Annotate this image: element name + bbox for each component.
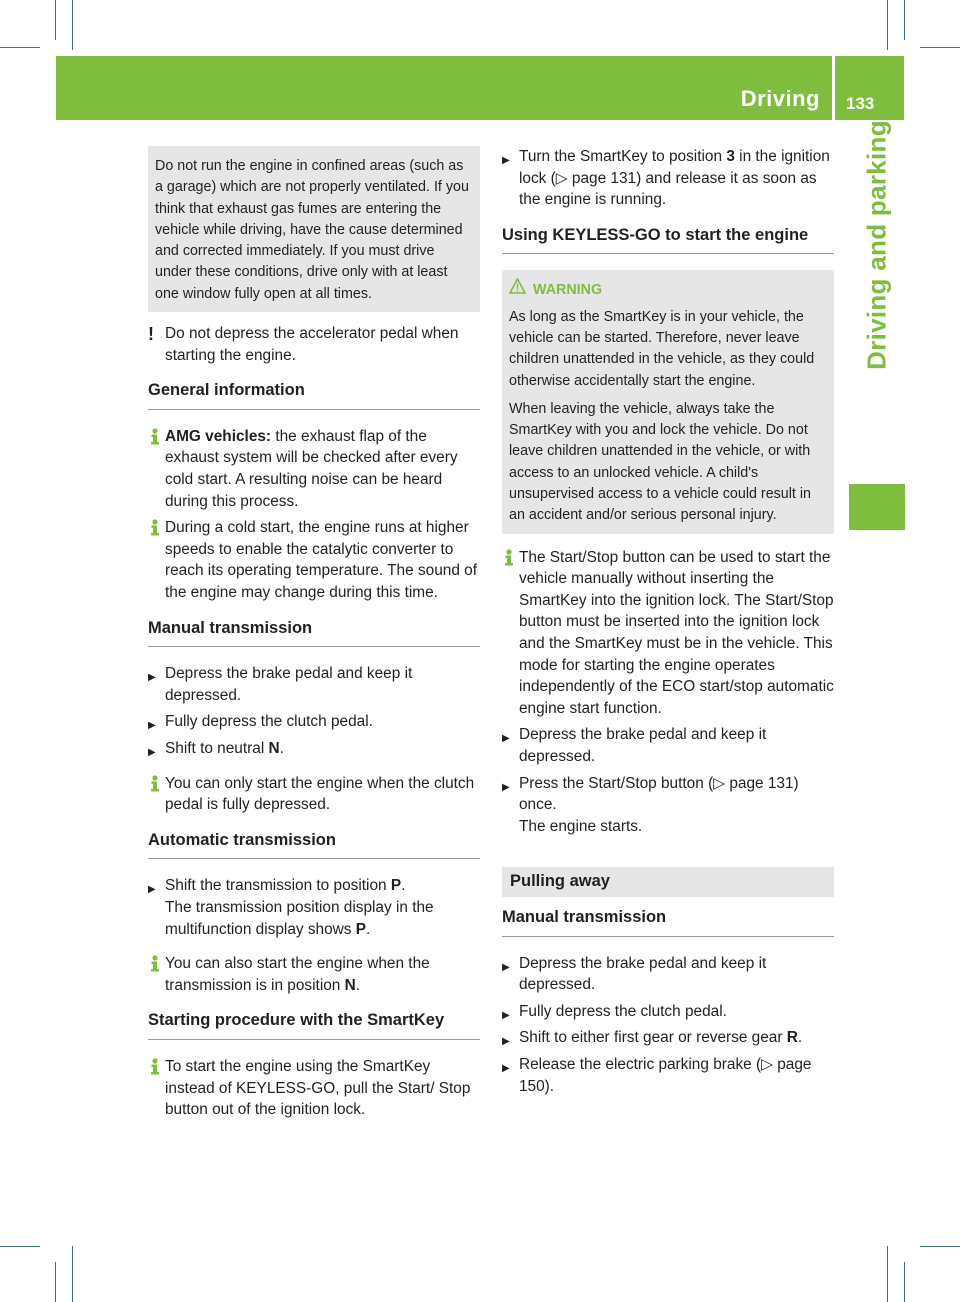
- info-icon: [502, 549, 516, 566]
- step-item: [502, 1054, 834, 1097]
- step-item: [502, 724, 834, 767]
- info-text: The Start/Stop button can be used to start the vehicle manually without inserting the SmartKey into the ignition lock. The Start/Stop button must be inserted into the ignition lock and the SmartKey must be in the vehicle. This mode for starting the engine operates independently of the ECO start/stop automatic engine start function.: [519, 548, 834, 717]
- step-item: ▶ Shift the transmission to position P. The transmission position display in the multifunction display shows P.: [148, 875, 480, 940]
- step-text: Depress the brake pedal and keep it depressed.: [165, 665, 413, 704]
- heading-keyless-go: Using KEYLESS-GO to start the engine: [502, 225, 834, 255]
- header-divider: [832, 56, 835, 120]
- info-text: You can also start the engine when the transmission is in position: [165, 955, 430, 994]
- step-text: Fully depress the clutch pedal.: [165, 713, 373, 731]
- info-icon: [148, 519, 162, 536]
- step-item: [502, 1001, 834, 1023]
- warning-text: As long as the SmartKey is in your vehicle, the vehicle can be started. Therefore, never leave children unattended in the vehicle, as they could otherwise accidentally start the engine.: [509, 308, 815, 389]
- crop-mark: [72, 0, 73, 50]
- heading-general-information: General information: [148, 380, 480, 410]
- crop-mark: [72, 1246, 73, 1302]
- key-position: 3: [726, 148, 735, 165]
- info-note: [148, 1056, 480, 1121]
- page-number: 133: [846, 94, 875, 113]
- gear-position: P: [390, 877, 402, 895]
- info-note: You can also start the engine when the transmission is in position N.: [148, 953, 480, 996]
- step-text: Shift the transmission to position: [165, 877, 391, 895]
- section-pulling-away: Pulling away: [502, 867, 834, 897]
- heading-manual-transmission: Manual transmission: [148, 618, 480, 648]
- step-item: [502, 773, 834, 838]
- step-item: [502, 953, 834, 996]
- crop-mark: [55, 0, 56, 40]
- step-item: ▶ Shift to neutral N.: [148, 738, 480, 760]
- warning-box: [502, 270, 834, 533]
- exclamation-icon: !: [148, 324, 154, 345]
- crop-mark: [904, 1262, 905, 1302]
- crop-mark: [887, 1246, 888, 1302]
- step-text: Fully depress the clutch pedal.: [519, 1002, 727, 1020]
- side-tab-marker: [849, 484, 905, 530]
- step-text: Depress the brake pedal and keep it depressed.: [519, 954, 767, 994]
- right-column: [502, 146, 834, 1102]
- gear-position: N: [344, 976, 356, 994]
- info-note: [148, 426, 480, 512]
- info-text: the exhaust flap of the exhaust system will be checked after every cold start. A resulting noise can be heard during this process.: [165, 427, 458, 510]
- caution-note: [148, 323, 480, 366]
- step-result: The transmission position display in the multifunction display shows: [165, 898, 434, 938]
- info-note: [148, 517, 480, 603]
- info-icon: [148, 1058, 162, 1075]
- step-text: Depress the brake pedal and keep it depressed.: [519, 726, 767, 765]
- warning-text: When leaving the vehicle, always take the SmartKey with you and lock the vehicle. Do not leave children unattended in the vehicle, or with access to an unlocked vehicle. A child's unsupervised access to a vehicle could result in an accident and/or serious personal injury.: [509, 400, 811, 524]
- heading-manual-transmission-2: Manual transmission: [502, 907, 834, 937]
- info-icon: [148, 775, 162, 792]
- crop-mark: [887, 0, 888, 50]
- info-bold: AMG vehicles:: [165, 427, 272, 445]
- step-text: in the ignition lock (: [519, 148, 830, 187]
- step-text: Shift to neutral: [165, 739, 269, 757]
- step-text: Press the Start/Stop button (: [519, 774, 714, 792]
- caution-text: Do not depress the accelerator pedal when starting the engine.: [165, 325, 459, 364]
- info-text: You can only start the engine when the clutch pedal is fully depressed.: [165, 774, 475, 814]
- side-tab-label: Driving and parking: [861, 120, 892, 370]
- page-title: Driving: [740, 86, 820, 111]
- step-item: [502, 146, 834, 211]
- step-text: page 131) once.: [519, 774, 799, 814]
- step-text: page 150).: [519, 1055, 812, 1095]
- step-text: page 131) and release it as soon as the engine is running.: [519, 169, 817, 209]
- warning-title: [509, 280, 827, 301]
- page-ref-icon: ▷: [713, 774, 726, 792]
- left-column: [148, 146, 480, 1126]
- warning-label: WARNING: [533, 282, 603, 299]
- info-note: [502, 547, 834, 720]
- step-text: Release the electric parking brake (: [519, 1055, 762, 1073]
- crop-mark: [920, 1246, 960, 1247]
- heading-smartkey-start: Starting procedure with the SmartKey: [148, 1010, 480, 1040]
- step-item: [148, 663, 480, 706]
- info-icon: [148, 428, 162, 445]
- info-icon: [148, 955, 162, 972]
- info-note: [148, 773, 480, 816]
- step-item: [148, 711, 480, 733]
- page-ref-icon: ▷: [555, 169, 568, 187]
- step-item: ▶ Shift to either first gear or reverse gear R.: [502, 1027, 834, 1049]
- side-tab: [849, 120, 905, 370]
- info-text: During a cold start, the engine runs at higher speeds to enable the catalytic converter to reach its operating temperature. The sound of the engine may change during this time.: [165, 519, 477, 602]
- crop-mark: [904, 0, 905, 40]
- heading-automatic-transmission: Automatic transmission: [148, 830, 480, 860]
- crop-mark: [0, 47, 40, 48]
- warning-icon: [509, 278, 526, 294]
- step-result: The engine starts.: [519, 817, 643, 835]
- crop-mark: [920, 47, 960, 48]
- crop-mark: [55, 1262, 56, 1302]
- gear-position: R: [786, 1029, 798, 1047]
- step-text: Turn the SmartKey to position: [519, 148, 727, 165]
- gear-position: N: [268, 739, 280, 757]
- info-text: To start the engine using the SmartKey instead of KEYLESS-GO, pull the Start/ Stop button out of the ignition lock.: [165, 1057, 471, 1119]
- crop-mark: [0, 1246, 40, 1247]
- page-ref-icon: ▷: [761, 1055, 773, 1073]
- gear-position: P: [355, 920, 367, 938]
- ventilation-note: Do not run the engine in confined areas (such as a garage) which are not properly ventilated. If you think that exhaust gas fumes are entering the vehicle while driving, have the cause determined and corrected immediately. If you must drive under these conditions, drive only with at least one window fully open at all times.: [148, 146, 480, 312]
- step-text: Shift to either first gear or reverse gear: [519, 1029, 787, 1047]
